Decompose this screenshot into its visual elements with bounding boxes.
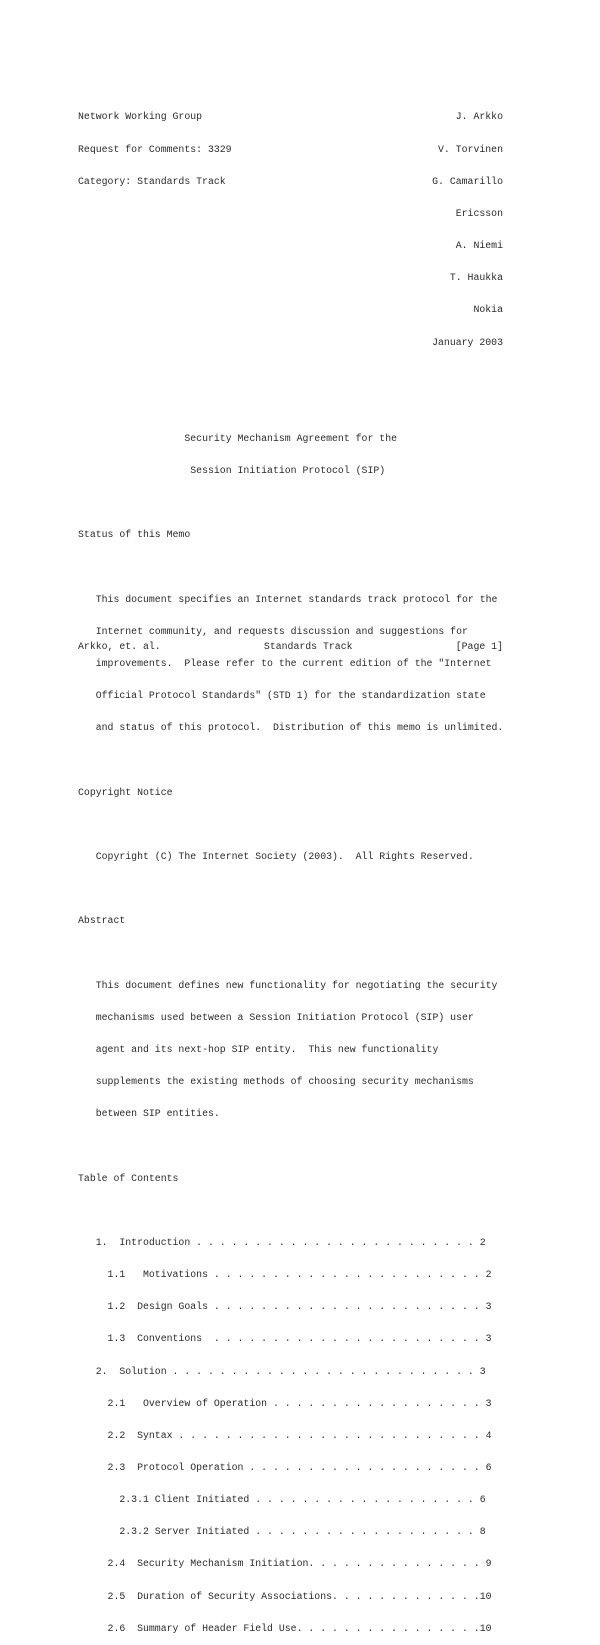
rfc-page: Network Working Group J. Arkko Request for Comments: 3329 V. Torvinen Category: Standards Track G. Camarillo Ericsson A. Niemi T. Haukka Nokia January 2003 Security Mechanism Agreement for the Session Initiation Protocol (SIP) Status of this Memo This document specifies an Internet standards track protocol for the Internet community, and requests discussion and suggestions for improvements. Please refer to the current edition of the "Internet Official Protocol Standards" (STD 1) for the standardization state and status of this protocol. Distribution of this memo is unlimited. Copyright Notice Copyright (C) The Internet Society (2003). All Rights Reserved. Abstract This document defines new functionality for negotiating the security mechanisms used between a Session Initiation Protocol (SIP) user agent and its next-hop SIP entity. This new functionality supplements the existing methods of choosing security mechanisms between SIP entities. Table of Contents 1. Introduction . . . . . . . . . . . . . . . . . . . . . . . . 2 1.1 Motivations . . . . . . . . . . . . . . . . . . . . . . . 2 1.2 Design Goals . . . . . . . . . . . . . . . . . . . . . . . 3 1.3 Conventions . . . . . . . . . . . . . . . . . . . . . . . 3 2. Solution . . . . . . . . . . . . . . . . . . . . . . . . . . 3 2.1 Overview of Operation . . . . . . . . . . . . . . . . . . 3 2.2 Syntax . . . . . . . . . . . . . . . . . . . . . . . . . . 4 2.3 Protocol Operation . . . . . . . . . . . . . . . . . . . . 6 2.3.1 Client Initiated . . . . . . . . . . . . . . . . . . . 6 2.3.2 Server Initiated . . . . . . . . . . . . . . . . . . . 8 2.4 Security Mechanism Initiation. . . . . . . . . . . . . . . 9 2.5 Duration of Security Associations. . . . . . . . . . . . .10 2.6 Summary of Header Field Use. . . . . . . . . . . . . . . .10 (78, 111, 504, 1634)
status-heading: Status of this Memo (78, 529, 191, 541)
footer-page-number: [Page 1] (455, 641, 503, 652)
toc-entry[interactable]: 1.1 Motivations . . . . . . . . . . . . . . . . . . . . . . . 2 (95, 1269, 492, 1281)
toc-entry[interactable]: 1. Introduction . . . . . . . . . . . . . . . . . . . . . . . . 2 (95, 1236, 486, 1248)
abstract-text: This document defines new functionality for negotiating the security (95, 979, 498, 991)
toc-entry[interactable]: 2.3.1 Client Initiated . . . . . . . . . . . . . . . . . . . 6 (95, 1494, 486, 1506)
header-right-5: A. Niemi (455, 240, 503, 252)
page-footer (78, 642, 503, 653)
header-row-8 (78, 338, 503, 349)
toc-entry[interactable]: 2.1 Overview of Operation . . . . . . . . . . . . . . . . . . 3 (95, 1397, 492, 1409)
toc-entry[interactable]: 2.6 Summary of Header Field Use. . . . . . . . . . . . . . . .10 (95, 1622, 492, 1634)
toc-entry[interactable]: 2.2 Syntax . . . . . . . . . . . . . . . . . . . . . . . . . . 4 (95, 1429, 492, 1441)
toc-entry[interactable]: 2. Solution . . . . . . . . . . . . . . . . . . . . . . . . . . 3 (95, 1365, 486, 1377)
header-row-4 (78, 209, 503, 220)
toc-entry[interactable]: 2.3 Protocol Operation . . . . . . . . . . . . . . . . . . . . 6 (95, 1462, 492, 1473)
copyright-text: Copyright (C) The Internet Society (2003). All Rights Reserved. (95, 851, 474, 863)
footer-authors: Arkko, et. al. (78, 641, 161, 652)
header-row-6 (78, 273, 503, 284)
header-row-3 (78, 177, 503, 188)
title-line-2: Session Initiation Protocol (SIP) (190, 465, 386, 477)
header-right-3: G. Camarillo (432, 175, 503, 187)
copyright-heading: Copyright Notice (78, 786, 173, 798)
toc-heading: Table of Contents (78, 1172, 179, 1184)
header-row-2 (78, 145, 503, 156)
status-text: This document specifies an Internet standards track protocol for the (95, 593, 498, 605)
header-right-4: Ericsson (455, 207, 503, 219)
toc-entry[interactable]: 2.4 Security Mechanism Initiation. . . . . . . . . . . . . . . 9 (95, 1558, 492, 1570)
header-right-2: V. Torvinen (438, 143, 503, 155)
header-right-8: January 2003 (432, 336, 503, 348)
header-row-5 (78, 241, 503, 252)
header-row-7 (78, 305, 503, 316)
header-right-6: T. Haukka (449, 272, 503, 284)
toc-entry[interactable]: 2.3.2 Server Initiated . . . . . . . . . . . . . . . . . . . 8 (95, 1526, 486, 1538)
header-left-3: Category: Standards Track (78, 175, 226, 187)
header-right-7: Nokia (473, 304, 503, 316)
header-row-1 (78, 112, 503, 123)
header-left-1: Network Working Group (78, 111, 203, 123)
footer-category: Standards Track (263, 641, 353, 652)
title-line-1: Security Mechanism Agreement for the (184, 433, 398, 444)
abstract-heading: Abstract (78, 915, 126, 927)
header-right-1: J. Arkko (455, 111, 503, 123)
toc-entry[interactable]: 1.2 Design Goals . . . . . . . . . . . . . . . . . . . . . . . 3 (95, 1301, 492, 1313)
header-left-2: Request for Comments: 3329 (78, 143, 232, 155)
toc-entry[interactable]: 2.5 Duration of Security Associations. . . . . . . . . . . . .10 (95, 1590, 492, 1602)
toc-entry[interactable]: 1.3 Conventions . . . . . . . . . . . . . . . . . . . . . . . 3 (95, 1333, 492, 1345)
